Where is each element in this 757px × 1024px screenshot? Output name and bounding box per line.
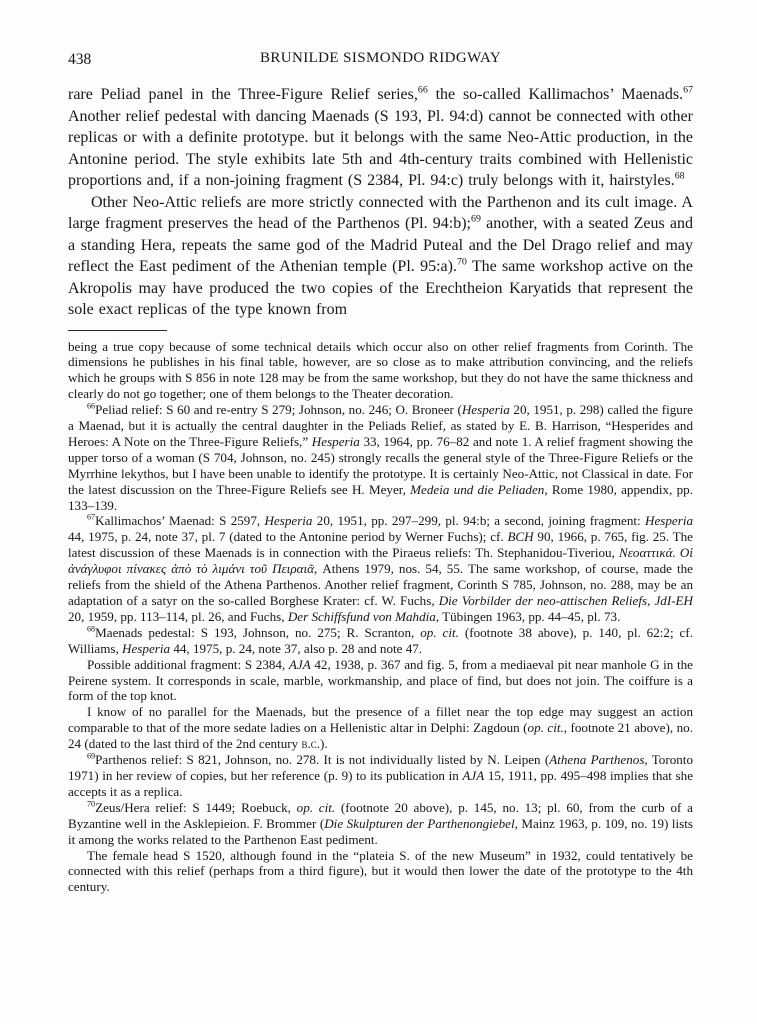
paragraph: The female head S 1520, although found in the “plateia S. of the new Museum” in 1932, could tentatively be connected with this relief (perhaps from a third figure), but it would then lower the date of the prototype to the 4th century. (68, 847, 693, 895)
footnotes (68, 339, 693, 896)
page-number: 438 (68, 51, 92, 68)
paragraph: Possible additional fragment: S 2384, AJA 42, 1938, p. 367 and fig. 5, from a mediaeval pit near manhole G in the Peirene system. It corresponds in scale, marble, workmanship, and place of find, but does not join. The coiffure is a form of the top knot. (68, 656, 693, 704)
paragraph: $^{70}$Zeus/Hera relief: S 1449; Roebuck, op. cit. (footnote 20 above), p. 145, no. 13; pl. 60, from the curb of a Byzantine well in the Asklepieion. F. Brommer (Die Skulpturen der Parthenongiebel, Mainz 1963, p. 109, no. 19) lists it among the works related to the Parthenon East pediment. (68, 799, 693, 847)
paragraph: being a true copy because of some technical details which occur also on other relief fragments from Corinth. The dimensions he publishes in his final table, however, are so close as to make attribution convincing, and the reliefs which he groups with S 856 in note 128 may be from the same workshop, but they do not have the same thickness and clearly do not go together; one of them belongs to the Theater decoration. (68, 338, 693, 402)
paragraph: $^{69}$Parthenos relief: S 821, Johnson, no. 278. It is not individually listed by N. Leipen (Athena Parthenos, Toronto 1971) in her review of copies, but her reference (p. 9) to its publication in AJA 15, 1911, pp. 495–498 implies that she accepts it as a replica. (68, 751, 694, 799)
paragraph: Other Neo-Attic reliefs are more strictly connected with the Parthenon and its cult image. A large fragment preserves the head of the Parthenos (Pl. 94:b);$^{69}$ another, with a seated Zeus and a standing Hera, repeats the same god of the Madrid Puteal and the Del Drago relief and may reflect the East pediment of the Athenian temple (Pl. 95:a).$^{70}$ The same workshop active on the Akropolis may have produced the two copies of the Erechtheion Karyatids that represent the sole exact replicas of the type known from (68, 193, 694, 318)
page-header (68, 50, 693, 69)
footnote-separator (68, 330, 167, 331)
paragraph: $^{68}$Maenads pedestal: S 193, Johnson, no. 275; R. Scranton, op. cit. (footnote 38 above), p. 140, pl. 62:2; cf. Williams, Hesperia 44, 1975, p. 24, note 37, also p. 28 and note 47. (68, 624, 693, 656)
paragraph: rare Peliad panel in the Three-Figure Relief series,$^{66}$ the so-called Kallimachos’ Maenads.$^{67}$ Another relief pedestal with dancing Maenads (S 193, Pl. 94:d) cannot be connected with other replicas or with a definite prototype. but it belongs with the same Neo-Attic production, in the Antonine period. The style exhibits late 5th and 4th-century traits combined with Hellenistic proportions and, if a non-joining fragment (S 2384, Pl. 94:c) truly belongs with it, hairstyles.$^{68}$ (68, 84, 694, 189)
paragraph: $^{67}$Kallimachos’ Maenad: S 2597, Hesperia 20, 1951, pp. 297–299, pl. 94:b; a second, joining fragment: Hesperia 44, 1975, p. 24, note 37, pl. 7 (dated to the Antonine period by Werner Fuchs); cf. BCH 90, 1966, p. 765, fig. 25. The latest discussion of these Maenads is in connection with the Piraeus reliefs: Th. Stephanidou-Tiveriou, Νεοαττικά. Οἱ ἀνάγλυφοι πίνακες ἀπὸ τὸ λιμάνι τοῦ Πειραιᾶ, Athens 1979, nos. 54, 55. The same workshop, of course, made the reliefs from the shield of the Athena Parthenos. Another relief fragment, Corinth S 785, Johnson, no. 288, may be an adaptation of a satyr on the so-called Borghese Krater: cf. W. Fuchs, Die Vorbilder der neo-attischen Reliefs, JdI-EH 20, 1959, pp. 113–114, pl. 26, and Fuchs, Der Schiffsfund von Mahdia, Tübingen 1963, pp. 44–45, pl. 73. (68, 513, 694, 624)
paragraph: $^{66}$Peliad relief: S 60 and re-entry S 279; Johnson, no. 246; O. Broneer (Hesperia 20, 1951, p. 298) called the figure a Maenad, but it is actually the central daughter in the Peliads Relief, as stated by E. B. Harrison, “Hesperides and Heroes: A Note on the Three-Figure Reliefs,” Hesperia 33, 1964, pp. 76–82 and note 1. A relief fragment showing the upper torso of a woman (S 704, Johnson, no. 245) strongly recalls the general style of the Three-Figure Reliefs or the Myrrhine lekythos, but I have been unable to identify the prototype. It is certainly Neo-Attic, not Classical in date. For the latest discussion on the Three-Figure Reliefs see H. Meyer, Medeia und die Peliaden, Rome 1980, appendix, pp. 133–139. (68, 401, 693, 513)
paragraph: I know of no parallel for the Maenads, but the presence of a fillet near the top edge may suggest an action comparable to that of the more sedate ladies on a Hellenistic altar in Delphi: Zagdoun (op. cit., footnote 21 above), no. 24 (dated to the last third of the 2nd century b.c.). (68, 704, 693, 752)
running-head: BRUNILDE SISMONDO RIDGWAY (259, 50, 502, 66)
body-text (68, 84, 693, 321)
